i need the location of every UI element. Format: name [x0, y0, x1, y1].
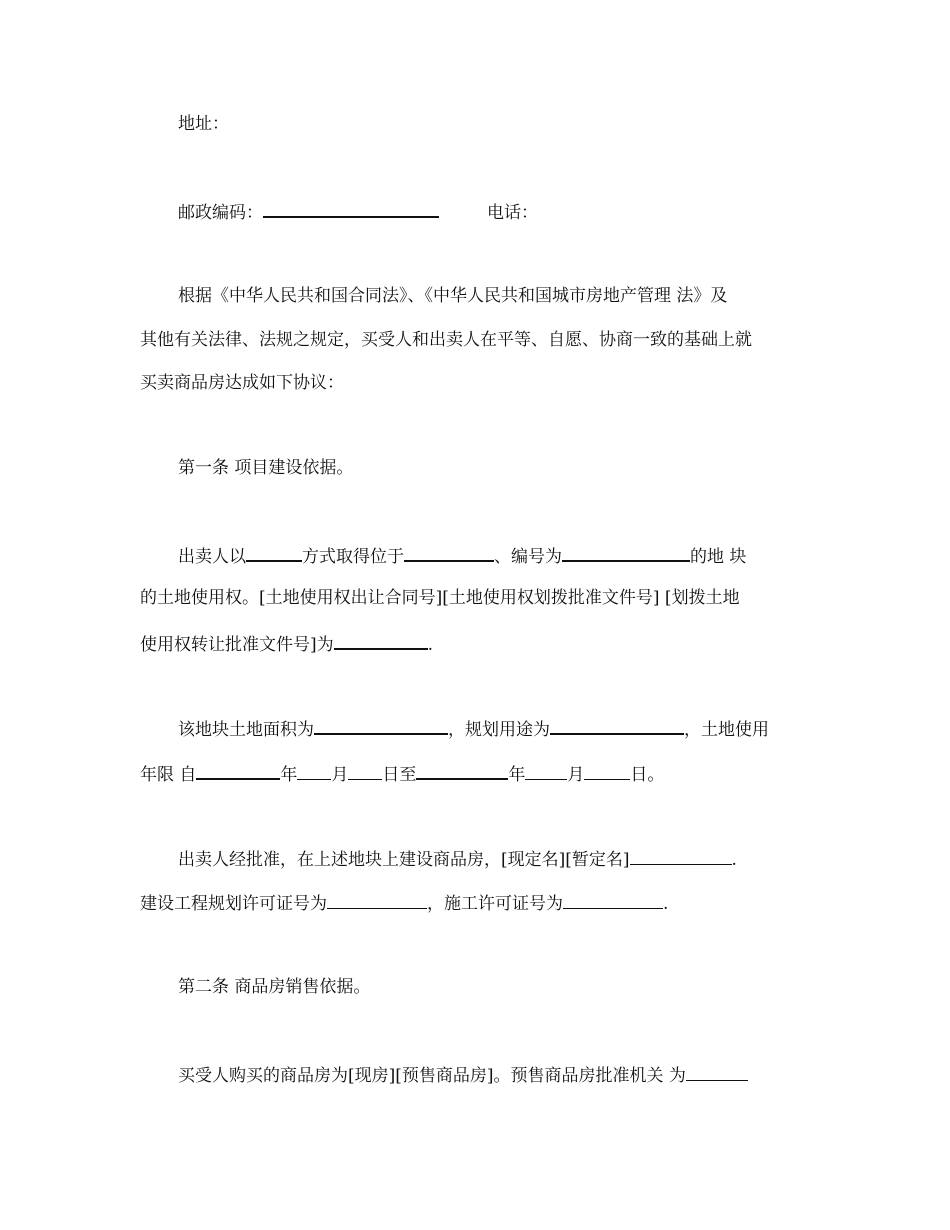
construction-permit-blank[interactable] — [563, 890, 663, 909]
text-segment: 建设工程规划许可证号为 — [140, 894, 327, 914]
start-month-blank[interactable] — [297, 761, 331, 780]
article-1-p1-line-1 — [178, 542, 746, 569]
planned-use-blank[interactable] — [550, 715, 684, 735]
text-segment: 月 — [331, 765, 349, 785]
article-1-p1-line-2: 的土地使用权。[土地使用权出让合同号][土地使用权划拨批准文件号] [划拨土地 — [140, 588, 740, 608]
land-area-blank[interactable] — [314, 715, 448, 735]
article-1-p2-line-1 — [178, 715, 769, 742]
contract-number-blank[interactable] — [334, 630, 428, 650]
start-year-blank[interactable] — [196, 760, 280, 780]
text-segment: 出卖人以 — [178, 547, 246, 567]
text-segment: 年限 自 — [140, 765, 197, 785]
text-segment: ，规划用途为 — [448, 720, 550, 740]
text-segment: 该地块土地面积为 — [178, 720, 314, 740]
intro-line-2: 其他有关法律、法规之规定，买受人和出卖人在平等、自愿、协商一致的基础上就 — [140, 330, 752, 350]
address-line — [178, 112, 229, 136]
article-2-p1-line-1 — [178, 1062, 748, 1088]
text-segment: . — [427, 635, 434, 655]
text-segment: 年 — [508, 765, 526, 785]
end-month-blank[interactable] — [525, 761, 567, 780]
planning-permit-blank[interactable] — [327, 890, 427, 909]
text-segment: ，土地使用 — [684, 720, 769, 740]
article-1-p3-line-2 — [140, 890, 668, 916]
text-segment: 方式取得位于 — [302, 547, 404, 567]
postal-code-blank[interactable] — [263, 198, 439, 218]
article-2-title: 第二条 商品房销售依据。 — [178, 977, 371, 997]
approval-authority-blank[interactable] — [686, 1062, 748, 1081]
article-1-p3-line-1 — [178, 846, 737, 872]
text-segment: 月 — [567, 765, 585, 785]
intro-line-3: 买卖商品房达成如下协议： — [140, 373, 344, 393]
phone-label: 电话： — [487, 203, 538, 223]
location-blank[interactable] — [404, 542, 494, 562]
text-segment: 日至 — [382, 765, 417, 785]
text-segment: 年 — [280, 765, 298, 785]
text-segment: 使用权转让批准文件号]为 — [140, 635, 334, 655]
parcel-number-blank[interactable] — [562, 542, 690, 562]
intro-line-1: 根据《中华人民共和国合同法》、《中华人民共和国城市房地产管理 法》及 — [178, 286, 728, 306]
text-segment: . — [663, 894, 669, 914]
postal-line — [178, 198, 538, 225]
address-label: 地址： — [178, 114, 229, 134]
text-segment: 买受人购买的商品房为[现房][预售商品房]。预售商品房批准机关 为 — [178, 1066, 686, 1086]
start-day-blank[interactable] — [348, 761, 382, 780]
text-segment: 日。 — [630, 765, 665, 785]
text-segment: 的地 块 — [690, 547, 747, 567]
postal-label: 邮政编码： — [178, 203, 263, 223]
article-1-title: 第一条 项目建设依据。 — [178, 458, 354, 478]
text-segment: 、编号为 — [494, 547, 562, 567]
project-name-blank[interactable] — [630, 846, 732, 865]
article-1-p1-line-3 — [140, 630, 433, 657]
end-day-blank[interactable] — [584, 761, 630, 780]
text-segment: ，施工许可证号为 — [427, 894, 563, 914]
text-segment: . — [731, 850, 737, 870]
acquisition-method-blank[interactable] — [246, 542, 302, 562]
text-segment: 出卖人经批准，在上述地块上建设商品房，[现定名][暂定名] — [178, 850, 630, 870]
article-1-p2-line-2 — [140, 760, 664, 787]
end-year-blank[interactable] — [416, 760, 508, 780]
